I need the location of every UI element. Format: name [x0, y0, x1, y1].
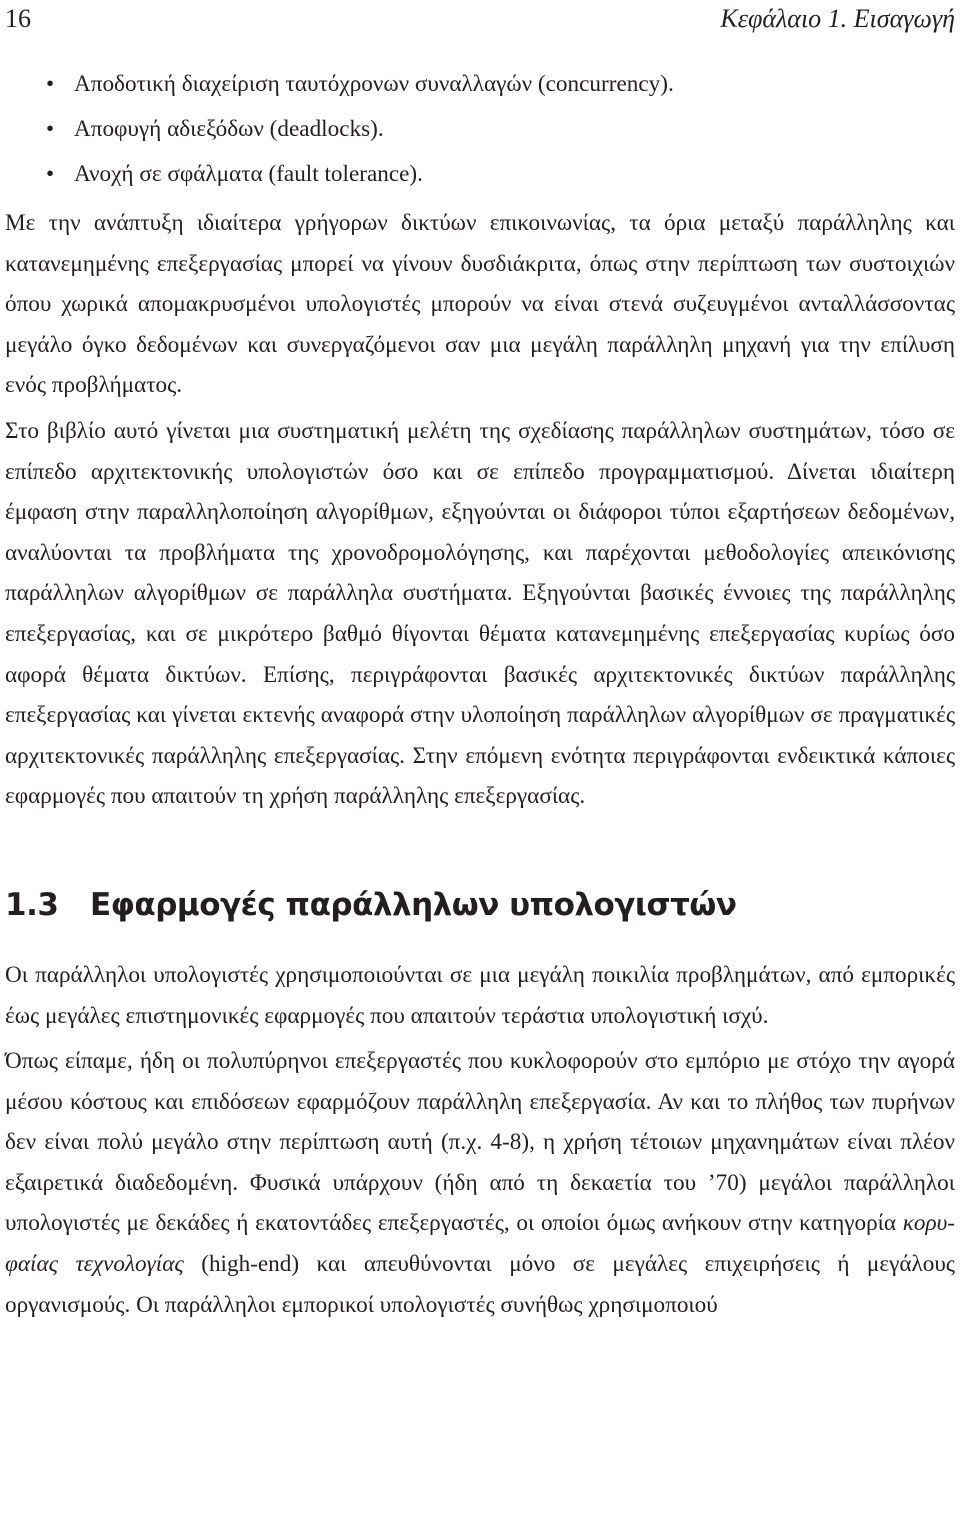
list-item-text: Αποφυγή αδιεξόδων (deadlocks). [74, 116, 384, 142]
list-item-text: Αποδοτική διαχείριση ταυτόχρονων συναλλαγών (concurrency). [74, 71, 674, 97]
page-body [5, 62, 955, 1325]
emphasized-term: κορυφαίας τεχνολογίας [5, 1210, 955, 1278]
bullet-list [5, 62, 955, 197]
bullet-icon: • [46, 161, 55, 187]
section-heading [5, 869, 955, 941]
running-title: Κεφάλαιο 1. Εισαγωγή [720, 4, 955, 33]
body-paragraph: Οι παράλληλοι υπολογιστές χρησιμοποιούνται σε μια μεγάλη ποικιλία προβλημάτων, από εμπορικές έως μεγάλες επιστημονικές εφαρμογές που απαιτούν τεράστια υπολογιστική ισχύ. [5, 961, 955, 1029]
section-number: 1.3 [5, 886, 59, 923]
body-paragraph: Στο βιβλίο αυτό γίνεται μια συστηματική μελέτη της σχεδίασης παράλληλων συστημάτων, τόσο σε επίπεδο αρχιτεκτονικής υπολογιστών όσο και σε επίπεδο προγραμματισμού. Δίνεται ιδιαίτερη έμφαση στην παραλληλοποίηση αλγορίθμων, εξηγούνται οι διάφοροι τύποι εξαρτήσεων δεδομένων, αναλύονται τα προβλήματα της χρονοδρομολόγησης, και παρέχονται μεθοδολογίες απεικόνισης παράλληλων αλγορίθμων σε παράλληλα συστήματα. Εξηγούνται βασικές έννοιες της παράλληλης επεξεργασίας, και σε μικρότερο βαθμό θίγονται θέματα κατανεμημένης επεξεργασίας κυρίως όσο αφορά θέματα δικτύων. Επίσης, περιγράφονται βασικές αρχιτεκτονικές δικτύων παράλληλης επεξεργασίας και γίνεται εκτενής αναφορά στην υλοποίηση παράλληλων αλγορίθμων σε πραγματικές αρχιτεκτονικές παράλληλης επεξεργασίας. Στην επόμενη ενότητα περιγράφονται ενδεικτικά κάποιες εφαρμογές που απαιτούν τη χρήση παράλληλης επεξεργασίας. [5, 417, 955, 810]
bullet-icon: • [46, 116, 55, 142]
paragraph-text: (high-end) και απευθύνονται μόνο σε μεγάλες επιχειρήσεις ή μεγάλους οργανισμούς. Οι παράλληλοι εμπορικοί υπολογιστές συνήθως χρησιμοποιού [5, 1251, 955, 1318]
list-item [5, 107, 955, 152]
bullet-icon: • [46, 71, 55, 97]
list-item-text: Ανοχή σε σφάλματα (fault tolerance). [74, 161, 423, 187]
body-paragraph: Με την ανάπτυξη ιδιαίτερα γρήγορων δικτύων επικοινωνίας, τα όρια μεταξύ παράλληλης και κατανεμημένης επεξεργασίας μπορεί να γίνουν δυσδιάκριτα, όπως στην περίπτωση των συστοιχιών όπου χωρικά απομακρυσμένοι υπολογιστές μπορούν να είναι στενά συζευγμένοι ανταλλάσσοντας μεγάλο όγκο δεδομένων και συνεργαζόμενοι σαν μια μεγάλη παράλληλη μηχανή για την επίλυση ενός προβλήματος. [5, 210, 955, 399]
body-paragraph [5, 1041, 955, 1325]
page-number: 16 [5, 4, 31, 33]
list-item [5, 152, 955, 197]
section-title: Εφαρμογές παράλληλων υπολογιστών [90, 886, 737, 923]
paragraph-text: Όπως είπαμε, ήδη οι πολυπύρηνοι επεξεργαστές που κυκλοφορούν στο εμπόριο με στόχο την αγορά μέσου κόστους και επιδόσεων εφαρμόζουν παράλληλη επεξεργασία. Αν και το πλήθος των πυρήνων δεν είναι πολύ μεγάλο στην περίπτωση αυτή (π.χ. 4-8), η χρήση τέτοιων μηχανημάτων είναι πλέον εξαιρετικά διαδεδομένη. Φυσικά υπάρχουν (ήδη από τη δεκαετία του ’70) μεγάλοι παράλληλοι υπολογιστές με δεκάδες ή εκατοντάδες επεξεργαστές, οι οποίοι όμως ανήκουν στην κατηγορία [5, 1048, 955, 1237]
list-item [5, 62, 955, 107]
page-header [5, 2, 955, 36]
